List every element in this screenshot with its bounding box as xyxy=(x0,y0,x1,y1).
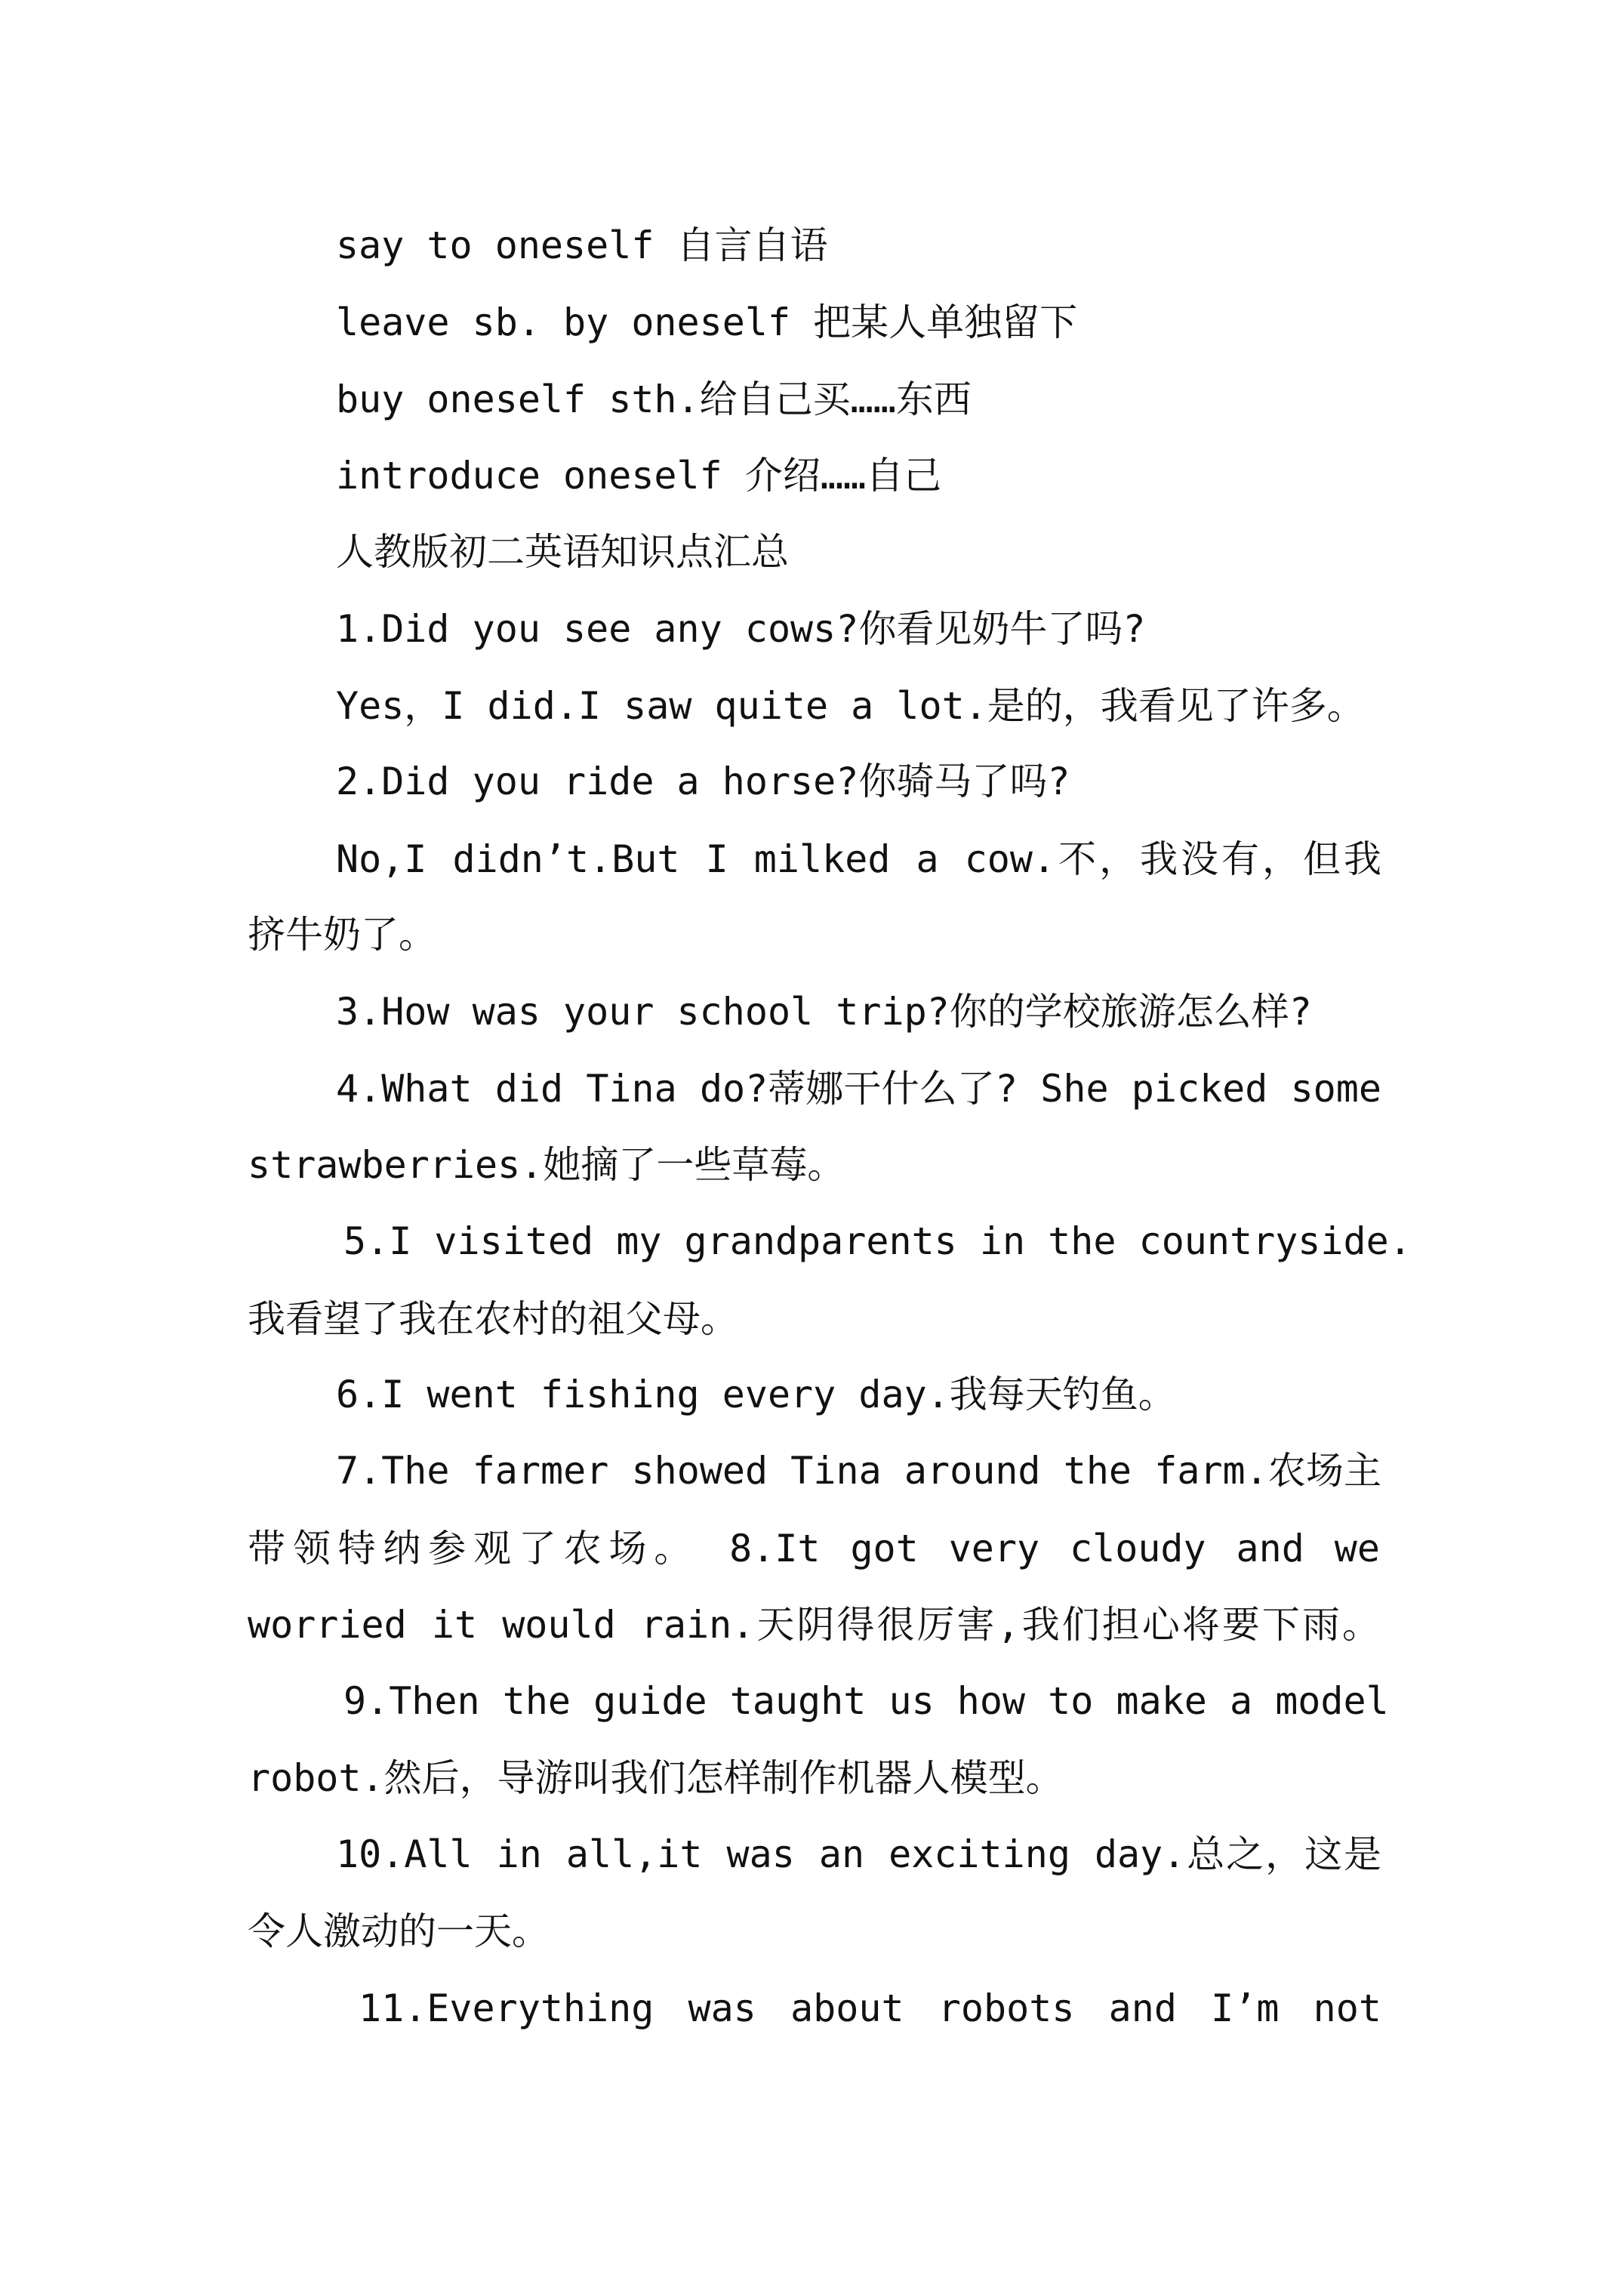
line-text: 2.Did you ride a horse?你骑马了吗? xyxy=(336,760,1070,803)
line-text: say to oneself 自言自语 xyxy=(336,223,828,267)
text-line xyxy=(0,1285,1623,1353)
text-line xyxy=(0,1897,1623,1965)
line-text: 我看望了我在农村的祖父母。 xyxy=(248,1297,738,1341)
text-line xyxy=(0,1667,1623,1735)
line-text: Yes，I did.I saw quite a lot.是的，我看见了许多。 xyxy=(336,684,1365,728)
heading-text: 人教版初二英语知识点汇总 xyxy=(336,530,789,574)
text-line xyxy=(0,1207,1623,1275)
text-line xyxy=(0,1591,1623,1659)
line-text: 11.Everything was about robots and I’m not xyxy=(359,1986,1381,2030)
line-text: No,I didn’t.But I milked a cow.不，我没有，但我 xyxy=(336,837,1381,881)
text-line xyxy=(0,1055,1623,1123)
text-line xyxy=(0,1131,1623,1199)
text-line xyxy=(0,1974,1623,2042)
line-text: 6.I went fishing every day.我每天钓鱼。 xyxy=(336,1373,1176,1416)
line-text: strawberries.她摘了一些草莓。 xyxy=(248,1143,845,1187)
line-text: 挤牛奶了。 xyxy=(248,913,436,957)
line-text: 5.I visited my grandparents in the countryside. xyxy=(343,1219,1412,1263)
text-line xyxy=(0,1515,1623,1583)
line-text: introduce oneself 介绍……自己 xyxy=(336,454,942,498)
line-text: 9.Then the guide taught us how to make a model xyxy=(343,1679,1389,1723)
text-line xyxy=(0,1437,1623,1505)
text-line xyxy=(0,1820,1623,1888)
text-line xyxy=(0,1361,1623,1428)
line-text: robot.然后，导游叫我们怎样制作机器人模型。 xyxy=(248,1756,1064,1800)
text-line xyxy=(0,901,1623,969)
text-line xyxy=(0,288,1623,356)
section-heading xyxy=(0,518,1623,586)
line-text: 令人激动的一天。 xyxy=(248,1909,550,1953)
text-line xyxy=(0,672,1623,740)
line-text: 7.The farmer showed Tina around the farm.农场主 xyxy=(336,1449,1381,1493)
text-line xyxy=(0,442,1623,510)
text-line xyxy=(0,595,1623,663)
line-text: 1.Did you see any cows?你看见奶牛了吗? xyxy=(336,607,1146,651)
line-text: leave sb. by oneself 把某人单独留下 xyxy=(336,300,1078,344)
line-text: 带领特纳参观了农场。 8.It got very cloudy and we xyxy=(248,1527,1380,1570)
text-line xyxy=(0,978,1623,1046)
text-line xyxy=(0,365,1623,433)
line-text: 10.All in all,it was an exciting day.总之，这是 xyxy=(336,1832,1381,1876)
line-text: 4.What did Tina do?蒂娜干什么了? She picked some xyxy=(336,1067,1381,1111)
line-text: worried it would rain.天阴得很厉害,我们担心将要下雨。 xyxy=(248,1603,1380,1647)
text-line xyxy=(0,1744,1623,1812)
line-text: 3.How was your school trip?你的学校旅游怎么样? xyxy=(336,990,1312,1034)
text-line xyxy=(0,825,1623,893)
text-line xyxy=(0,211,1623,279)
line-text: buy oneself sth.给自己买……东西 xyxy=(336,378,972,421)
text-line xyxy=(0,747,1623,815)
